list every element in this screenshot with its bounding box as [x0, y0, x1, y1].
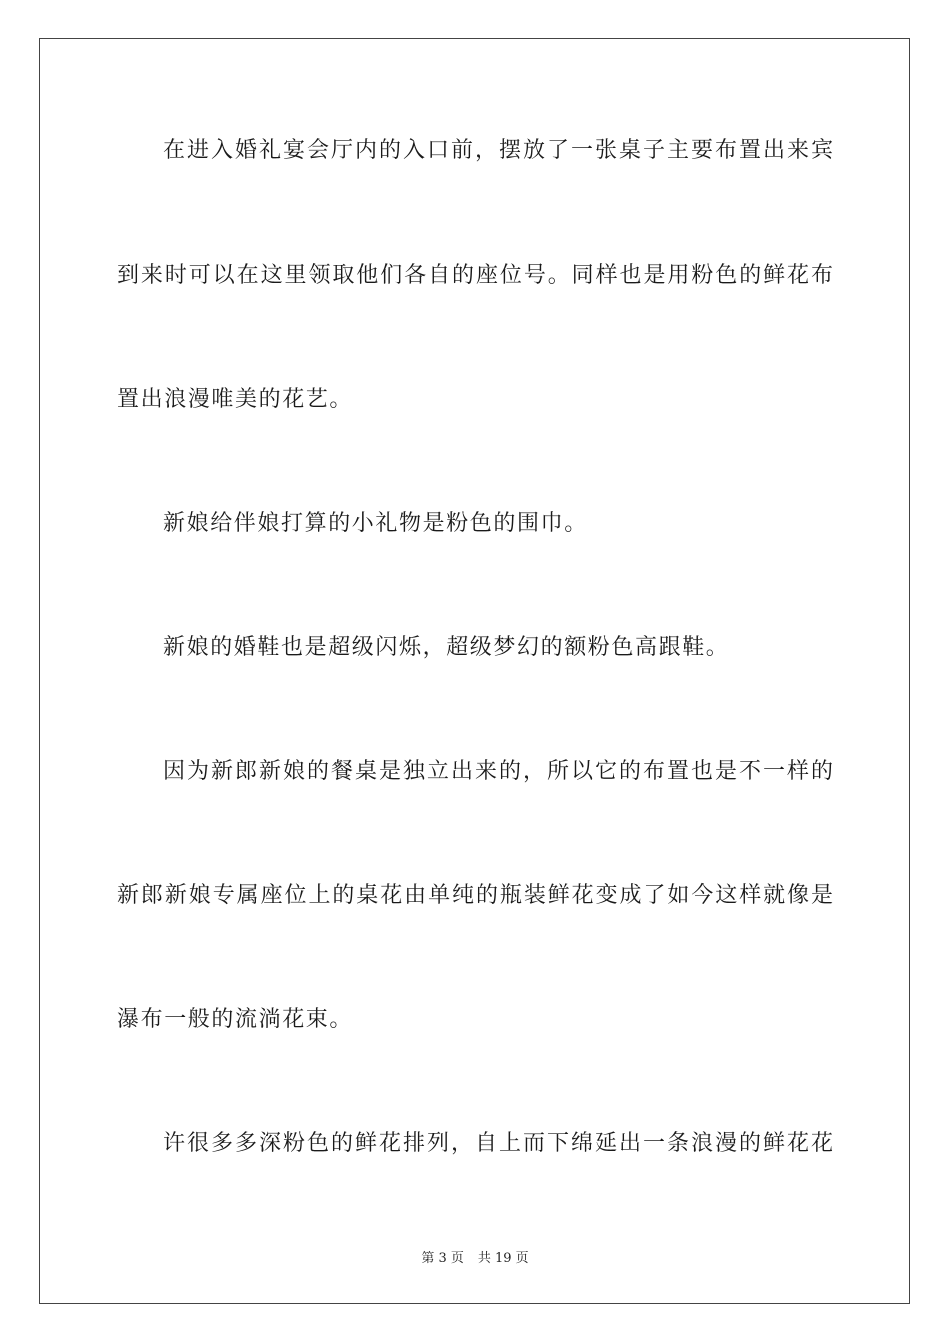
page-number: 第 3 页 — [421, 1251, 464, 1266]
paragraph-line-9: 许很多多深粉色的鲜花排列，自上而下绵延出一条浪漫的鲜花花 — [163, 1131, 833, 1156]
paragraph-line-2: 到来时可以在这里领取他们各自的座位号。同样也是用粉色的鲜花布 — [117, 263, 833, 288]
paragraph-line-7: 新郎新娘专属座位上的桌花由单纯的瓶装鲜花变成了如今这样就像是 — [117, 883, 833, 908]
paragraph-line-6: 因为新郎新娘的餐桌是独立出来的，所以它的布置也是不一样的 — [163, 759, 833, 784]
paragraph-line-3: 置出浪漫唯美的花艺。 — [117, 387, 354, 412]
page-footer — [0, 1247, 950, 1266]
page-border — [39, 38, 910, 1304]
paragraph-line-4: 新娘给伴娘打算的小礼物是粉色的围巾。 — [163, 511, 588, 536]
page-total: 共 19 页 — [477, 1251, 529, 1266]
paragraph-line-1: 在进入婚礼宴会厅内的入口前，摆放了一张桌子主要布置出来宾 — [163, 138, 833, 163]
paragraph-line-5: 新娘的婚鞋也是超级闪烁，超级梦幻的额粉色高跟鞋。 — [163, 635, 730, 660]
paragraph-line-8: 瀑布一般的流淌花束。 — [117, 1007, 354, 1032]
